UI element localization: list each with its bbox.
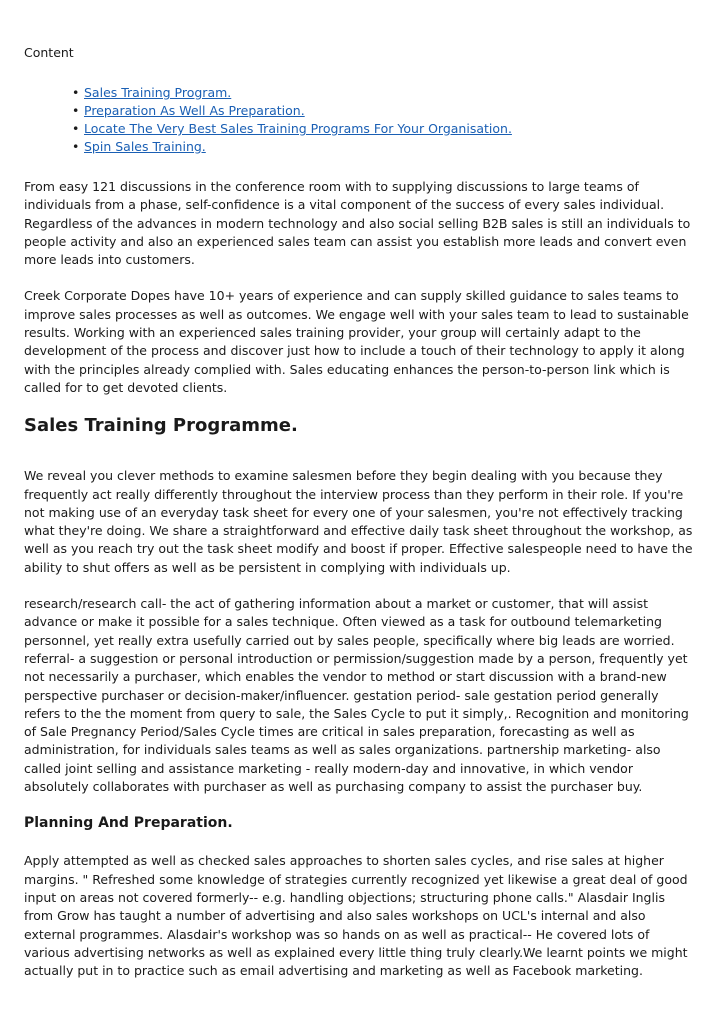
section-heading-sales-training: Sales Training Programme. (24, 415, 298, 437)
toc-item (72, 84, 698, 102)
bullet-icon: • (72, 103, 80, 118)
table-of-contents (24, 84, 698, 156)
toc-link-spin-sales-training[interactable]: Spin Sales Training. (84, 139, 206, 154)
intro-paragraph: Creek Corporate Dopes have 10+ years of experience and can supply skilled guidance to sales teams to improve sales processes as well as outcomes. We engage well with your sales team to lead to sustainable results. Working with an experienced sales training provider, your group will certainly adapt to the development of the process and discover just how to include a touch of their technology to apply it along with the principles already complied with. Sales educating enhances the person-to-person link which is called for to get devoted clients. (24, 288, 689, 395)
toc-item (72, 102, 698, 120)
toc-link-locate-programs[interactable]: Locate The Very Best Sales Training Programs For Your Organisation. (84, 121, 512, 136)
intro-paragraph: From easy 121 discussions in the conference room with to supplying discussions to large teams of individuals from a phase, self-confidence is a vital component of the success of every sales individual. Regardless of the advances in modern technology and also social selling B2B sales is still an individuals to people activity and also an experienced sales team can assist you establish more leads and convert even more leads into customers. (24, 179, 691, 268)
toc-link-sales-training-program[interactable]: Sales Training Program. (84, 85, 232, 100)
toc-link-preparation[interactable]: Preparation As Well As Preparation. (84, 103, 305, 118)
section-heading-planning: Planning And Preparation. (24, 815, 233, 832)
toc-item (72, 120, 698, 138)
section-paragraph: Apply attempted as well as checked sales approaches to shorten sales cycles, and rise sales at higher margins. " Refreshed some knowledge of strategies currently recognized yet likewise a great deal of good input on areas not covered formerly-- e.g. handling objections; structuring phone calls." Alasdair Inglis from Grow has taught a number of advertising and also sales workshops on UCL's internal and also external programmes. Alasdair's workshop was so hands on as well as practical-- He covered lots of various advertising networks as well as explained every little thing truly clearly.We learnt points we might actually put in to practice such as email advertising and marketing as well as Facebook marketing. (24, 853, 688, 979)
toc-item (72, 138, 698, 156)
bullet-icon: • (72, 121, 80, 136)
toc-label: Content (24, 45, 74, 60)
section-paragraph: We reveal you clever methods to examine salesmen before they begin dealing with you because they frequently act really differently throughout the interview process than they perform in their role. If you're not making use of an everyday task sheet for every one of your salesmen, you're not effectively tracking what they're doing. We share a straightforward and effective daily task sheet throughout the workshop, as well as you reach try out the task sheet modify and boost if proper. Effective salespeople need to have the ability to shut offers as well as be persistent in complying with individuals up. (24, 468, 693, 575)
bullet-icon: • (72, 139, 80, 154)
bullet-icon: • (72, 85, 80, 100)
section-paragraph: research/research call- the act of gathering information about a market or customer, that will assist advance or make it possible for a sales technique. Often viewed as a task for outbound telemarketing personnel, yet really extra usefully carried out by sales people, specifically where big leads are worried. referral- a suggestion or personal introduction or permission/suggestion made by a person, frequently yet not necessarily a purchaser, which enables the vendor to method or start discussion with a brand-new perspective purchaser or decision-maker/influencer. gestation period- sale gestation period generally refers to the the moment from query to sale, the Sales Cycle to put it simply,. Recognition and monitoring of Sale Pregnancy Period/Sales Cycle times are critical in sales preparation, forecasting as well as administration, for individuals sales teams as well as sales organizations. partnership marketing- also called joint selling and assistance marketing - really modern-day and innovative, in which vendor absolutely collaborates with purchaser as well as purchasing company to assist the purchaser buy. (24, 596, 689, 795)
